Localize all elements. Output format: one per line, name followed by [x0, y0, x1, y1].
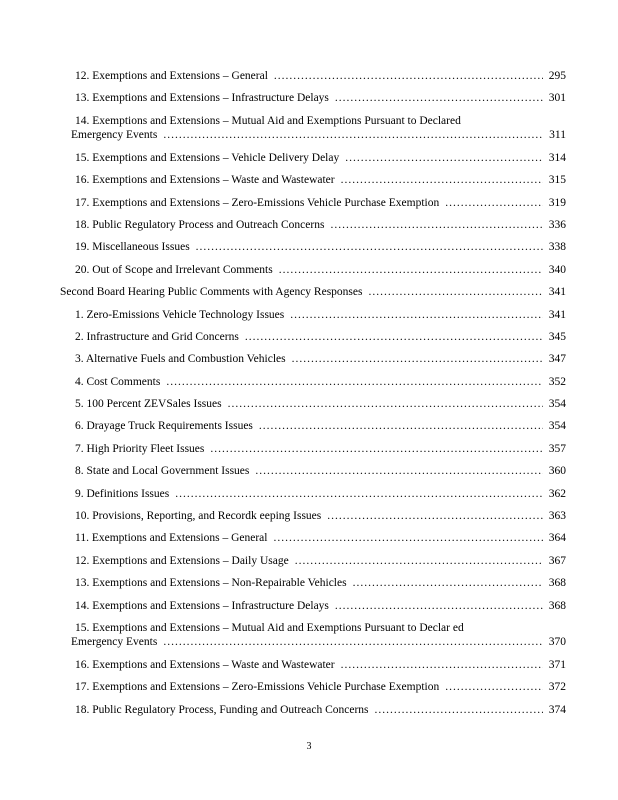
toc-entry-title: 7. High Priority Fleet Issues — [75, 442, 205, 455]
toc-entry-title: 5. 100 Percent ZEVSales Issues — [75, 398, 222, 411]
toc-entry[interactable] — [75, 397, 566, 419]
toc-entry-page: 371 — [548, 658, 566, 671]
dot-leader — [335, 91, 543, 105]
toc-entry-page: 367 — [548, 554, 566, 567]
toc-entry-page: 315 — [548, 174, 566, 187]
dot-leader — [196, 240, 543, 254]
toc-entry[interactable] — [75, 240, 566, 262]
toc-entry[interactable] — [75, 576, 566, 598]
dot-leader — [290, 308, 542, 322]
toc-entry-title: 3. Alternative Fuels and Combustion Vehicles — [75, 353, 286, 366]
toc-entry-title-line1: 15. Exemptions and Extensions – Mutual Aid and Exemptions Pursuant to Declar ed — [75, 621, 464, 634]
toc-entry[interactable] — [75, 464, 566, 486]
toc-entry-page: 354 — [548, 420, 566, 433]
toc-entry-title: Emergency Events — [71, 635, 158, 648]
dot-leader — [292, 352, 543, 366]
toc-entry-title: 2. Infrastructure and Grid Concerns — [75, 330, 239, 343]
toc-entry[interactable] — [71, 114, 566, 151]
toc-entry-title: 16. Exemptions and Extensions – Waste and Wastewater — [75, 658, 335, 671]
toc-entry[interactable] — [75, 91, 566, 113]
dot-leader — [445, 196, 543, 210]
dot-leader — [166, 375, 542, 389]
toc-entry[interactable] — [75, 352, 566, 374]
toc-entry-title: 9. Definitions Issues — [75, 487, 170, 500]
dot-leader — [228, 397, 543, 411]
toc-entry-page: 345 — [548, 330, 566, 343]
toc-entry-title: 8. State and Local Government Issues — [75, 465, 250, 478]
toc-entry-title: Emergency Events — [71, 128, 158, 141]
toc-entry-page: 368 — [548, 577, 566, 590]
dot-leader — [163, 635, 542, 649]
toc-entry-page: 372 — [548, 681, 566, 694]
toc-entry[interactable] — [60, 285, 566, 307]
toc-entry-page: 374 — [548, 703, 566, 716]
toc-entry[interactable] — [75, 196, 566, 218]
toc-entry-title: 1. Zero-Emissions Vehicle Technology Issues — [75, 308, 285, 321]
toc-entry[interactable] — [75, 218, 566, 240]
toc-entry[interactable] — [75, 487, 566, 509]
dot-leader — [345, 151, 543, 165]
toc-entry-title: 4. Cost Comments — [75, 375, 161, 388]
toc-entry-title: 12. Exemptions and Extensions – Daily Usage — [75, 554, 289, 567]
dot-leader — [279, 263, 543, 277]
dot-leader — [368, 285, 542, 299]
toc-entry[interactable] — [75, 680, 566, 702]
toc-entry-page: 340 — [548, 263, 566, 276]
toc-entry[interactable] — [75, 308, 566, 330]
toc-entry-page: 363 — [548, 510, 566, 523]
toc-entry-title: 19. Miscellaneous Issues — [75, 241, 190, 254]
dot-leader — [259, 419, 543, 433]
toc-entry-page: 341 — [548, 286, 566, 299]
dot-leader — [330, 218, 542, 232]
toc-entry-page: 368 — [548, 599, 566, 612]
dot-leader — [327, 509, 542, 523]
dot-leader — [341, 658, 543, 672]
toc-entry-page: 311 — [549, 128, 566, 141]
toc-entry-title: 17. Exemptions and Extensions – Zero-Emissions Vehicle Purchase Exemption — [75, 681, 440, 694]
toc-entry-title: 15. Exemptions and Extensions – Vehicle Delivery Delay — [75, 151, 340, 164]
dot-leader — [163, 128, 543, 142]
toc-entry-title: 16. Exemptions and Extensions – Waste and Wastewater — [75, 174, 335, 187]
dot-leader — [274, 69, 543, 83]
toc-entry-page: 341 — [548, 308, 566, 321]
dot-leader — [295, 554, 543, 568]
toc-entry[interactable] — [75, 531, 566, 553]
dot-leader — [273, 531, 542, 545]
toc-entry-title: 10. Provisions, Reporting, and Recordk eeping Issues — [75, 510, 322, 523]
toc-entry-page: 357 — [548, 442, 566, 455]
toc-entry-page: 364 — [548, 532, 566, 545]
toc-entry-page: 314 — [548, 151, 566, 164]
toc-entry-page: 352 — [548, 375, 566, 388]
table-of-contents — [0, 69, 618, 725]
toc-entry-title: 18. Public Regulatory Process, Funding and Outreach Concerns — [75, 703, 369, 716]
toc-entry-page: 319 — [548, 196, 566, 209]
dot-leader — [375, 703, 543, 717]
toc-entry-title: 12. Exemptions and Extensions – General — [75, 70, 268, 82]
dot-leader — [341, 173, 543, 187]
page-number: 3 — [306, 741, 312, 752]
dot-leader — [210, 442, 542, 456]
toc-entry-page: 295 — [548, 70, 566, 82]
toc-entry-title: Second Board Hearing Public Comments with Agency Responses — [60, 286, 363, 299]
toc-entry-title: 20. Out of Scope and Irrelevant Comments — [75, 263, 273, 276]
toc-entry-title: 11. Exemptions and Extensions – General — [75, 532, 268, 545]
toc-entry[interactable] — [75, 330, 566, 352]
toc-entry-page: 370 — [548, 635, 566, 648]
dot-leader — [353, 576, 543, 590]
toc-entry[interactable] — [75, 263, 566, 285]
toc-entry-title: 6. Drayage Truck Requirements Issues — [75, 420, 253, 433]
toc-entry[interactable] — [75, 509, 566, 531]
toc-entry[interactable] — [75, 658, 566, 680]
toc-entry-page: 338 — [548, 241, 566, 254]
dot-leader — [255, 464, 542, 478]
toc-entry[interactable] — [75, 554, 566, 576]
toc-entry-title-line1: 14. Exemptions and Extensions – Mutual Aid and Exemptions Pursuant to Declared — [75, 114, 461, 127]
toc-entry[interactable] — [75, 375, 566, 397]
toc-entry[interactable] — [75, 703, 566, 725]
dot-leader — [245, 330, 543, 344]
toc-entry-title: 18. Public Regulatory Process and Outreach Concerns — [75, 218, 325, 231]
toc-entry-page: 354 — [548, 398, 566, 411]
toc-entry[interactable] — [75, 151, 566, 173]
toc-entry-title: 17. Exemptions and Extensions – Zero-Emissions Vehicle Purchase Exemption — [75, 196, 440, 209]
toc-entry-title: 14. Exemptions and Extensions – Infrastructure Delays — [75, 599, 329, 612]
toc-entry-page: 360 — [548, 465, 566, 478]
toc-entry-page: 336 — [548, 218, 566, 231]
toc-entry-title: 13. Exemptions and Extensions – Infrastructure Delays — [75, 92, 329, 105]
toc-entry-page: 301 — [548, 92, 566, 105]
toc-entry[interactable] — [71, 621, 566, 658]
dot-leader — [175, 487, 543, 501]
toc-entry-page: 347 — [548, 353, 566, 366]
toc-entry-title: 13. Exemptions and Extensions – Non-Repairable Vehicles — [75, 577, 347, 590]
toc-entry[interactable] — [75, 599, 566, 621]
dot-leader — [445, 680, 543, 694]
toc-entry[interactable] — [75, 69, 566, 91]
dot-leader — [335, 599, 543, 613]
toc-entry[interactable] — [75, 442, 566, 464]
toc-entry[interactable] — [75, 419, 566, 441]
toc-entry[interactable] — [75, 173, 566, 195]
toc-entry-page: 362 — [548, 487, 566, 500]
